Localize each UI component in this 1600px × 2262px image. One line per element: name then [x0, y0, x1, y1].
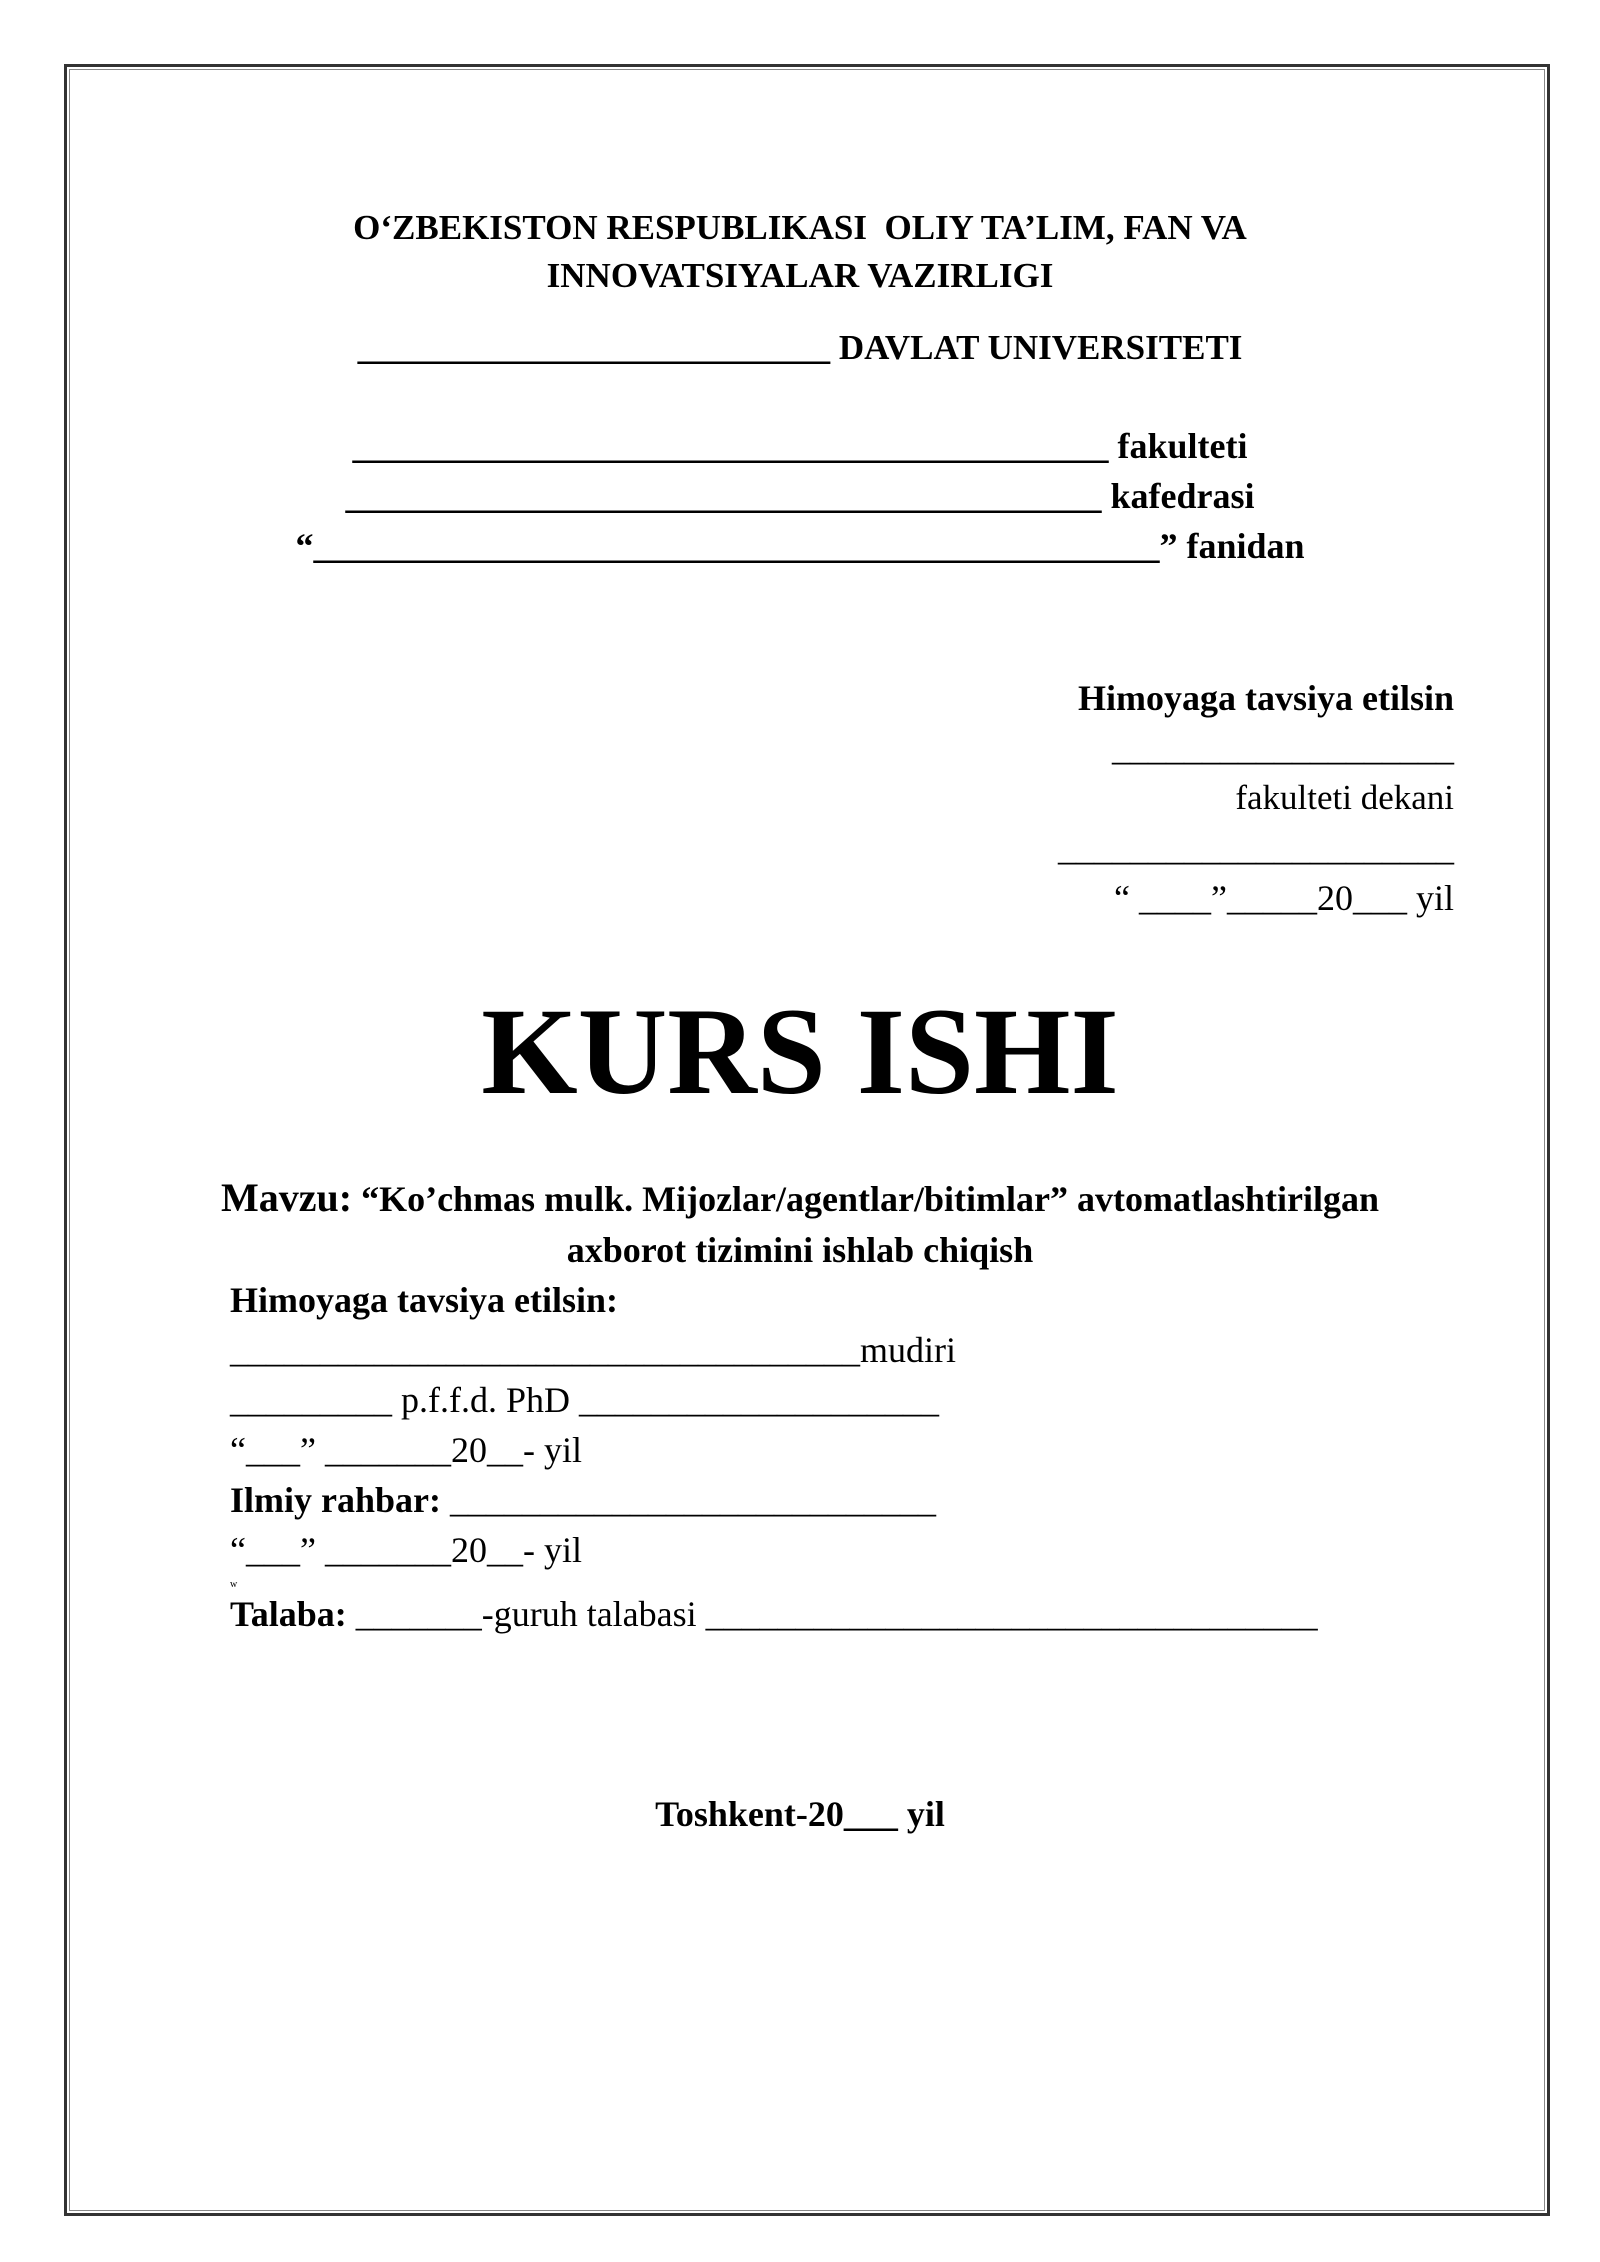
small-mark: w [230, 1579, 238, 1590]
ministry-line-2: INNOVATSIYALAR VAZIRLIGI [546, 256, 1054, 295]
student-label: Talaba: [230, 1594, 347, 1634]
degree-line: _________ p.f.f.d. PhD ____________________ [230, 1380, 939, 1420]
topic-line-1 [0, 1175, 1600, 1220]
defense-date-2: “___” _______20__- yil [230, 1530, 582, 1570]
approval-blank-1: ___________________ [1112, 728, 1454, 768]
department-line: __________________________________________ kafedrasi [345, 476, 1255, 516]
head-line: ___________________________________mudiri [230, 1330, 956, 1370]
approval-date: “ ____”_____20___ yil [1114, 878, 1454, 918]
approval-blank-2: ______________________ [1058, 828, 1454, 868]
student-line [230, 1596, 1318, 1632]
page-border [64, 64, 1550, 2216]
topic-text-1: “Ko’chmas mulk. Mijozlar/agentlar/bitimlar” avtomatlashtirilgan [352, 1179, 1379, 1219]
subject-line: “_______________________________________________” fanidan [295, 526, 1305, 566]
university-line: ___________________________ DAVLAT UNIVERSITETI [357, 328, 1243, 367]
approval-title: Himoyaga tavsiya etilsin [1078, 678, 1454, 718]
supervisor-label: Ilmiy rahbar: [230, 1480, 441, 1520]
city-year: Toshkent-20___ yil [655, 1794, 945, 1834]
defense-title: Himoyaga tavsiya etilsin: [230, 1280, 618, 1320]
faculty-line: __________________________________________ fakulteti [352, 426, 1248, 466]
supervisor-blank: ___________________________ [441, 1480, 936, 1520]
topic-label: Mavzu: [221, 1175, 353, 1220]
supervisor-line [230, 1482, 936, 1518]
ministry-line-1: O‘ZBEKISTON RESPUBLIKASI OLIY TA’LIM, FAN VA [353, 208, 1247, 247]
document-title: KURS ISHI [481, 983, 1119, 1120]
student-text: _______-guruh talabasi __________________________________ [346, 1594, 1318, 1634]
dean-label: fakulteti dekani [1235, 778, 1454, 817]
topic-line-2: axborot tizimini ishlab chiqish [566, 1230, 1034, 1270]
defense-date-1: “___” _______20__- yil [230, 1430, 582, 1470]
